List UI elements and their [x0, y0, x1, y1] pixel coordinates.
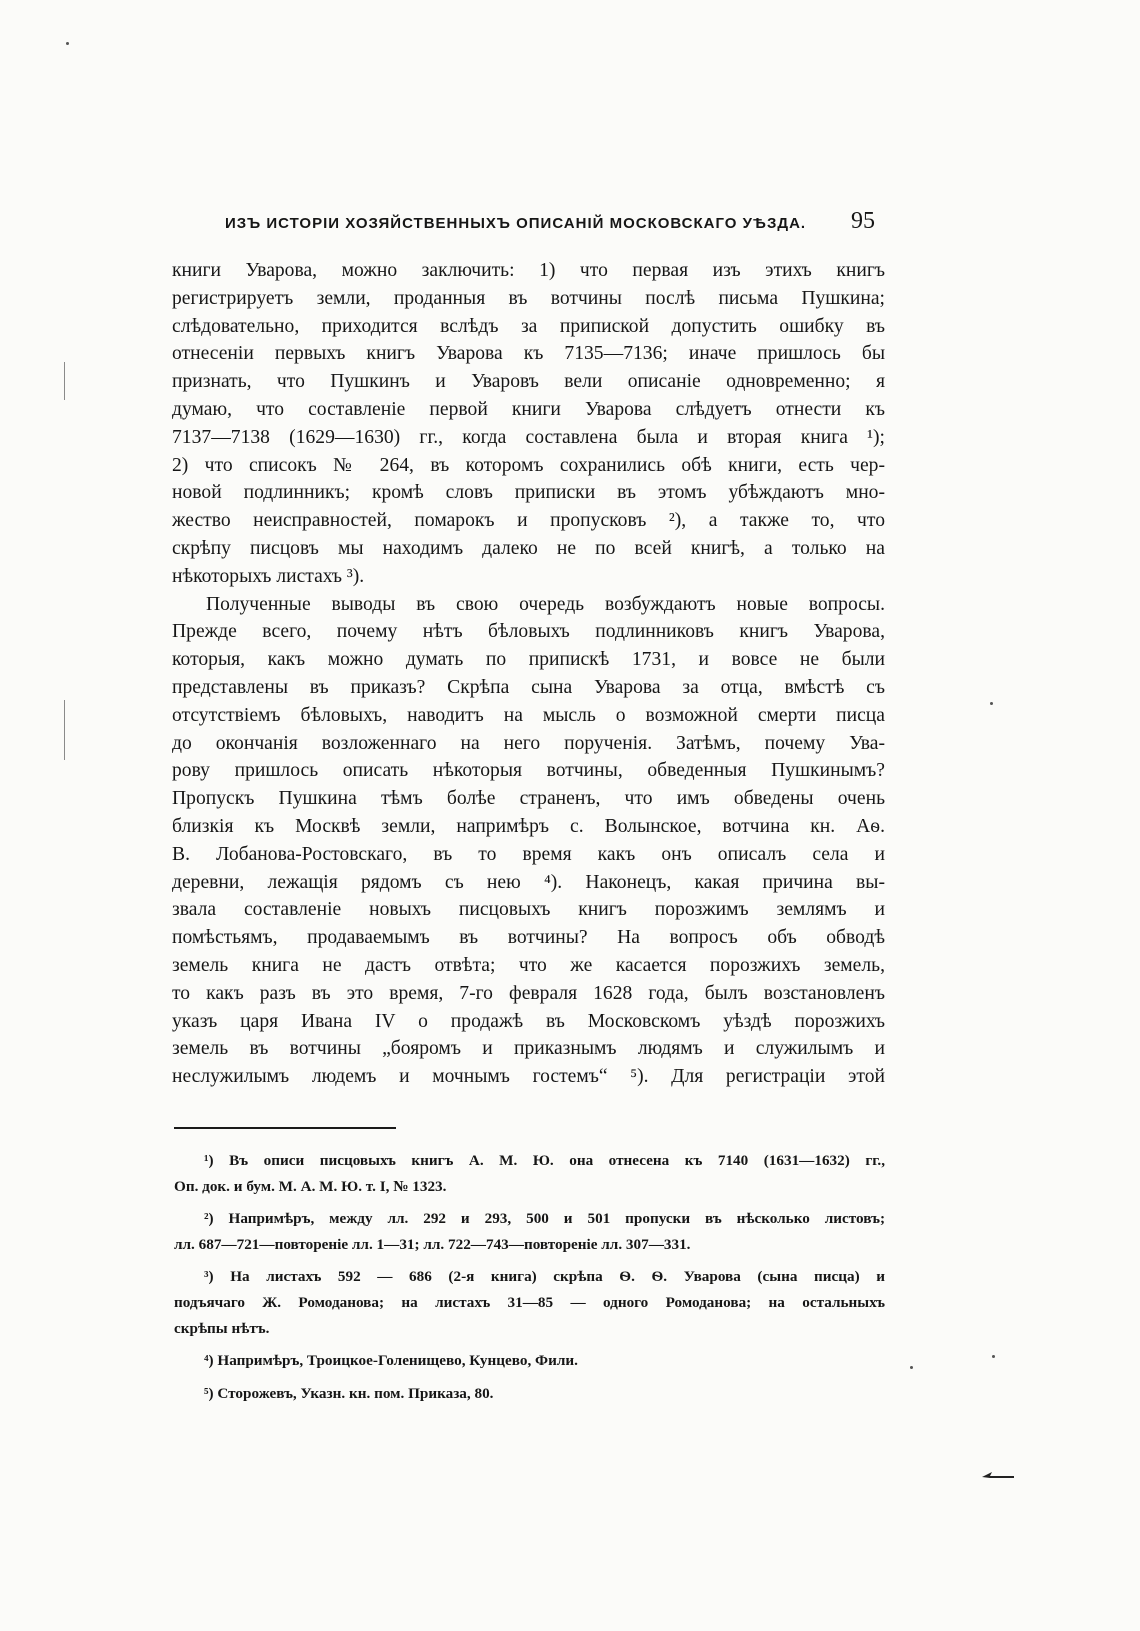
text-line: нѣкоторыхъ листахъ ³). [172, 565, 365, 587]
text-line: Пропускъ Пушкина тѣмъ болѣе страненъ, что имъ обведены очень [172, 788, 885, 810]
text-line: признать, что Пушкинъ и Уваровъ вели описаніе одновременно; я [172, 371, 885, 393]
footnote-1-cont: Оп. док. и бум. М. А. М. Ю. т. I, № 1323. [174, 1177, 447, 1195]
scan-speck [992, 1355, 995, 1358]
footnotes [174, 1148, 885, 1406]
text-line: звала составленіе новыхъ писцовыхъ книгъ порозжимъ землямъ и [172, 899, 885, 921]
text-line: которыя, какъ можно думать по припискѣ 1731, и вовсе не были [172, 649, 885, 671]
running-head [225, 208, 875, 235]
text-line: Прежде всего, почему нѣтъ бѣловыхъ подлинниковъ книгъ Уварова, [172, 621, 885, 643]
text-line: слѣдовательно, приходится вслѣдъ за припиской допустить ошибку въ [172, 315, 885, 337]
main-text [172, 257, 885, 1091]
arrow-mark-icon [980, 1470, 1016, 1482]
text-line: близкія къ Москвѣ земли, напримѣръ с. Волынское, вотчина кн. Аѳ. [172, 815, 885, 837]
text-line: жество неисправностей, помарокъ и пропусковъ ²), а также то, что [172, 510, 885, 532]
text-line: новой подлинникъ; кромѣ словъ приписки въ этомъ убѣждаютъ мно- [172, 482, 885, 504]
text-line: неслужилымъ людемъ и мочнымъ гостемъ“ ⁵). Для регистраціи этой [172, 1066, 885, 1088]
text-line: регистрируетъ земли, проданныя въ вотчины послѣ письма Пушкина; [172, 287, 885, 309]
text-line: указъ царя Ивана IV о продажѣ въ Московскомъ уѣздѣ порозжихъ [172, 1010, 885, 1032]
scan-speck [66, 42, 69, 45]
footnote-rule [174, 1127, 396, 1129]
footnote-5: ⁵) Сторожевъ, Указн. кн. пом. Приказа, 80. [204, 1384, 494, 1402]
footnote-3-cont: подъячаго Ж. Ромоданова; на листахъ 31—85 — одного Ромоданова; на остальныхъ [174, 1293, 885, 1311]
footnote-2: ²) Напримѣръ, между лл. 292 и 293, 500 и 501 пропуски въ нѣсколько листовъ; [204, 1210, 885, 1228]
scan-speck [910, 1366, 913, 1369]
paragraph-first-line: Полученные выводы въ свою очередь возбуждаютъ новые вопросы. [206, 593, 885, 615]
text-line: В. Лобанова-Ростовскаго, въ то время какъ онъ описалъ села и [172, 843, 885, 865]
text-line: земель книга не дастъ отвѣта; что же касается порозжихъ земель, [172, 954, 885, 976]
footnote-3: ³) На листахъ 592 — 686 (2-я книга) скрѣпа Ѳ. Ѳ. Уварова (сына писца) и [204, 1268, 885, 1286]
text-line: книги Уварова, можно заключить: 1) что первая изъ этихъ книгъ [172, 260, 885, 281]
margin-mark [64, 362, 65, 400]
text-line: думаю, что составленіе первой книги Уварова слѣдуетъ отнести къ [172, 398, 885, 420]
text-line: 2) что списокъ № 264, въ которомъ сохранились обѣ книги, есть чер- [172, 454, 885, 476]
text-line: помѣстьямъ, продаваемымъ въ вотчины? На вопросъ объ обводѣ [172, 927, 885, 949]
footnote-2-cont: лл. 687—721—повтореніе лл. 1—31; лл. 722—743—повтореніе лл. 307—331. [174, 1235, 691, 1253]
text-line: скрѣпу писцовъ мы находимъ далеко не по всей книгѣ, а только на [172, 537, 885, 559]
text-line: до окончанія возложеннаго на него порученія. Затѣмъ, почему Ува- [172, 732, 885, 754]
running-head-title: ИЗЪ ИСТОРІИ ХОЗЯЙСТВЕННЫХЪ ОПИСАНІЙ МОСКОВСКАГО УѢЗДА. [225, 215, 807, 232]
text-line: отнесеніи первыхъ книгъ Уварова къ 7135—7136; иначе пришлось бы [172, 343, 885, 365]
margin-mark [64, 700, 65, 760]
text-line: 7137—7138 (1629—1630) гг., когда составлена была и вторая книга ¹); [172, 426, 885, 448]
footnote-3-cont: скрѣпы нѣтъ. [174, 1319, 270, 1337]
text-line: рову пришлось описать нѣкоторыя вотчины, обведенныя Пушкинымъ? [172, 760, 885, 782]
text-line: то какъ разъ въ это время, 7-го февраля 1628 года, былъ возстановленъ [172, 982, 885, 1004]
scan-speck [990, 702, 993, 705]
text-line: земель въ вотчины „бояромъ и приказнымъ людямъ и служилымъ и [172, 1038, 885, 1060]
page-number: 95 [851, 208, 875, 234]
text-line: отсутствіемъ бѣловыхъ, наводитъ на мысль о возможной смерти писца [172, 704, 885, 726]
footnote-4: ⁴) Напримѣръ, Троицкое-Голенищево, Кунцево, Фили. [204, 1352, 578, 1370]
text-line: деревни, лежащія рядомъ съ нею ⁴). Наконецъ, какая причина вы- [172, 871, 885, 893]
text-line: представлены въ приказъ? Скрѣпа сына Уварова за отца, вмѣстѣ съ [172, 676, 885, 698]
footnote-1: ¹) Въ описи писцовыхъ книгъ А. М. Ю. она отнесена къ 7140 (1631—1632) гг., [204, 1152, 885, 1169]
